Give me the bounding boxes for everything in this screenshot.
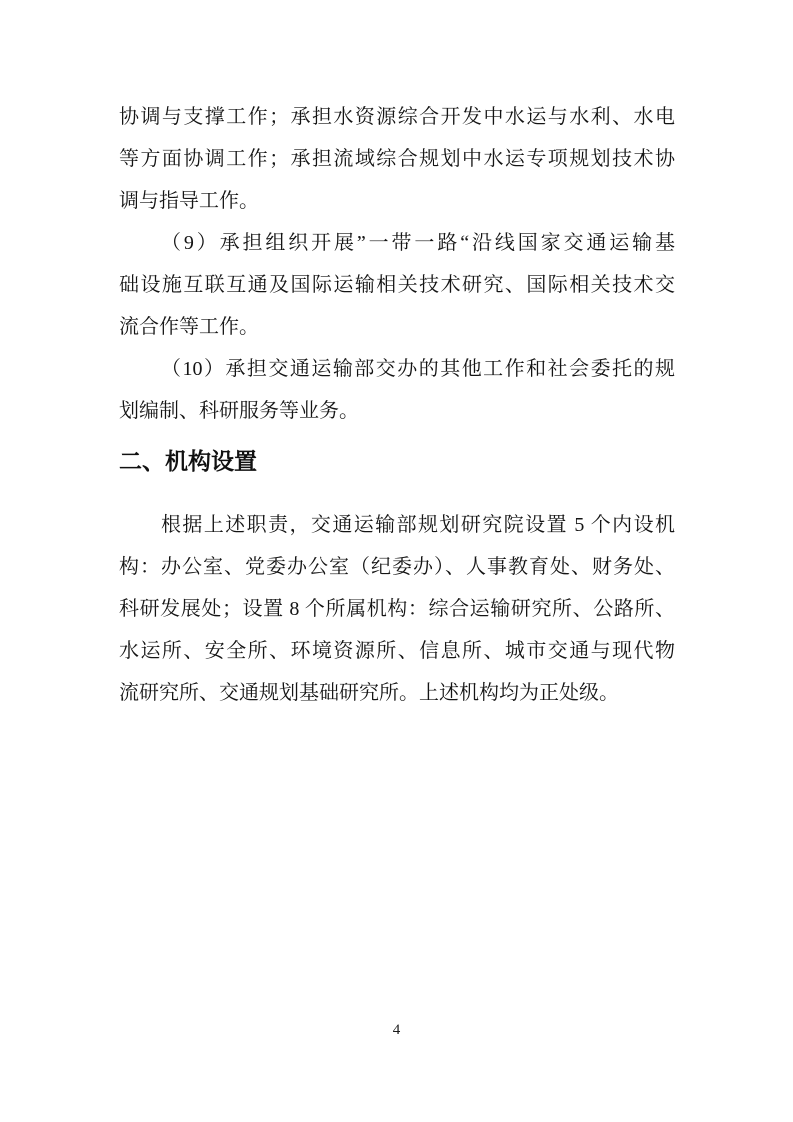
paragraph-line: 构：办公室、党委办公室（纪委办）、人事教育处、财务处、 <box>119 556 675 578</box>
paragraph-line: 流合作等工作。 <box>119 316 259 338</box>
paragraph-line: 科研发展处；设置 8 个所属机构：综合运输研究所、公路所、 <box>119 598 675 620</box>
paragraph-line: （10）承担交通运输部交办的其他工作和社会委托的规 <box>161 358 675 380</box>
paragraph-line: 调与指导工作。 <box>119 190 259 212</box>
paragraph-line: 根据上述职责，交通运输部规划研究院设置 5 个内设机 <box>161 514 675 536</box>
paragraph-line: （9）承担组织开展”一带一路“沿线国家交通运输基 <box>161 232 675 254</box>
paragraph-section2 <box>119 504 675 714</box>
page-number: 4 <box>392 1022 401 1038</box>
paragraph-item-10 <box>119 348 675 432</box>
paragraph-item-9 <box>119 222 675 348</box>
paragraph-line: 划编制、科研服务等业务。 <box>119 400 359 422</box>
paragraph-line: 础设施互联互通及国际运输相关技术研究、国际相关技术交 <box>119 274 675 296</box>
paragraph-continuation <box>119 96 675 222</box>
section-heading: 二、机构设置 <box>119 448 257 474</box>
paragraph-line: 等方面协调工作；承担流域综合规划中水运专项规划技术协 <box>119 148 675 170</box>
paragraph-line: 水运所、安全所、环境资源所、信息所、城市交通与现代物 <box>119 640 675 662</box>
text-block <box>119 96 675 714</box>
paragraph-line: 流研究所、交通规划基础研究所。上述机构均为正处级。 <box>119 682 619 704</box>
paragraph-line: 协调与支撑工作；承担水资源综合开发中水运与水利、水电 <box>119 106 675 128</box>
